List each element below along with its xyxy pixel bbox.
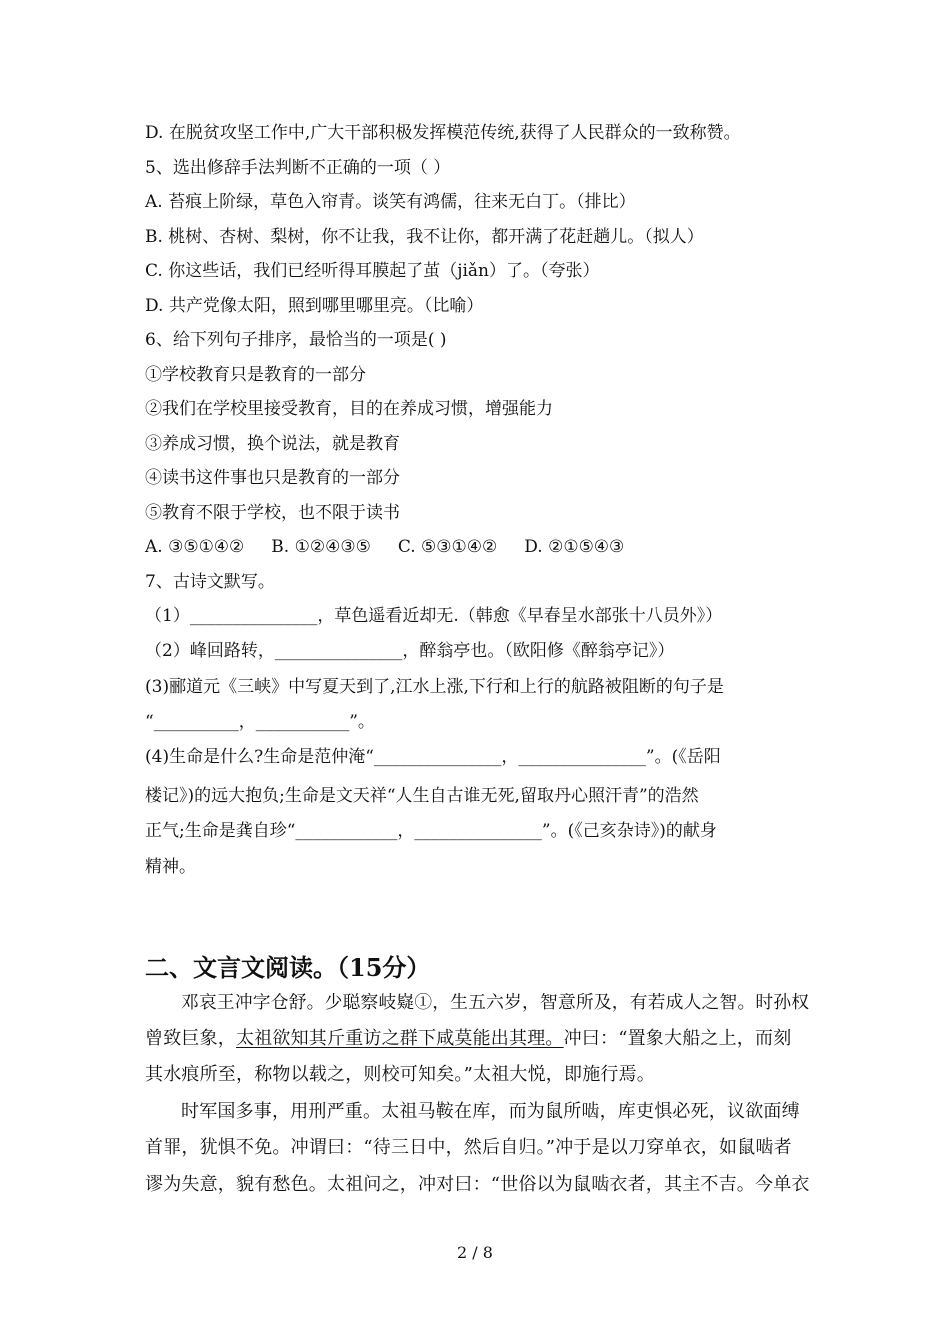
q5-option-a: A. 苔痕上阶绿，草色入帘青。谈笑有鸿儒，往来无白丁。（排比）	[145, 192, 636, 212]
q6-sentence-1: ①学校教育只是教育的一部分	[145, 365, 366, 385]
q7-part-3-line-2: “__________，___________”。	[145, 712, 375, 732]
q5-option-c: C. 你这些话，我们已经听得耳膜起了茧（jiǎn）了。（夸张）	[145, 261, 600, 281]
q6-sentence-2: ②我们在学校里接受教育，目的在养成习惯，增强能力	[145, 399, 553, 419]
q6-sentence-4: ④读书这件事也只是教育的一部分	[145, 468, 400, 488]
passage-para-2-line-3: 谬为失意，貌有愁色。太祖问之，冲对曰：“世俗以为鼠啮衣者，其主不吉。今单衣	[145, 1174, 810, 1195]
passage-text: 冲曰：“置象大船之上，而刻	[563, 1028, 792, 1049]
section-2-heading: 二、文言文阅读。（15分）	[145, 953, 431, 982]
q6-stem: 6、给下列句子排序，最恰当的一项是( )	[145, 330, 447, 350]
passage-para-2-line-2: 首罪，犹惧不免。冲谓曰：“待三日中，然后自归。”冲于是以刀穿单衣，如鼠啮者	[145, 1137, 792, 1158]
q7-part-4-line-2: 楼记》)的远大抱负;生命是文天祥“人生自古谁无死,留取丹心照汗青”的浩然	[145, 786, 699, 806]
page-number: 2 / 8	[457, 1243, 493, 1262]
q7-part-4-line-1: (4)生命是什么?生命是范仲淹“_______________，_______________”。(《岳阳	[145, 747, 721, 767]
q5-stem: 5、选出修辞手法判断不正确的一项（ ）	[145, 158, 451, 178]
q6-sentence-3: ③养成习惯，换个说法，就是教育	[145, 434, 400, 454]
underlined-sentence: 太祖欲知其斤重访之群下咸莫能出其理。	[236, 1028, 564, 1049]
q7-part-4-line-3: 正气;生命是龚自珍“____________，_______________”。(《己亥杂诗》)的献身	[145, 821, 717, 841]
q6-options: A. ③⑤①④② B. ①②④③⑤ C. ⑤③①④② D. ②①⑤④③	[145, 537, 625, 557]
q5-option-d: D. 共产党像太阳，照到哪里哪里亮。（比喻）	[145, 296, 484, 316]
q7-stem: 7、古诗文默写。	[145, 572, 275, 592]
passage-para-1-line-3: 其水痕所至，称物以载之，则校可知矣。”太祖大悦，即施行焉。	[145, 1064, 655, 1085]
q7-part-4-line-4: 精神。	[145, 857, 196, 877]
q7-part-2: （2）峰回路转，_______________，醉翁亭也。（欧阳修《醉翁亭记》）	[145, 641, 675, 661]
q6-sentence-5: ⑤教育不限于学校，也不限于读书	[145, 503, 400, 523]
q5-option-b: B. 桃树、杏树、梨树，你不让我，我不让你，都开满了花赶趟儿。（拟人）	[145, 227, 704, 247]
passage-para-1-line-1: 邓哀王冲字仓舒。少聪察岐嶷①，生五六岁，智意所及，有若成人之智。时孙权	[181, 993, 810, 1013]
passage-para-2-line-1: 时军国多事，用刑严重。太祖马鞍在库，而为鼠所啮，库吏惧必死，议欲面缚	[181, 1101, 800, 1122]
passage-para-1-line-2	[145, 1028, 810, 1050]
q7-part-3-line-1: (3)郦道元《三峡》中写夏天到了,江水上涨,下行和上行的航路被阻断的句子是	[145, 677, 724, 697]
q7-part-1: （1）_______________，草色遥看近却无.（韩愈《早春呈水部张十八员外》）	[145, 606, 723, 626]
passage-text: 曾致巨象，	[145, 1028, 236, 1049]
q4-option-d: D. 在脱贫攻坚工作中,广大干部积极发挥模范传统,获得了人民群众的一致称赞。	[145, 123, 741, 143]
